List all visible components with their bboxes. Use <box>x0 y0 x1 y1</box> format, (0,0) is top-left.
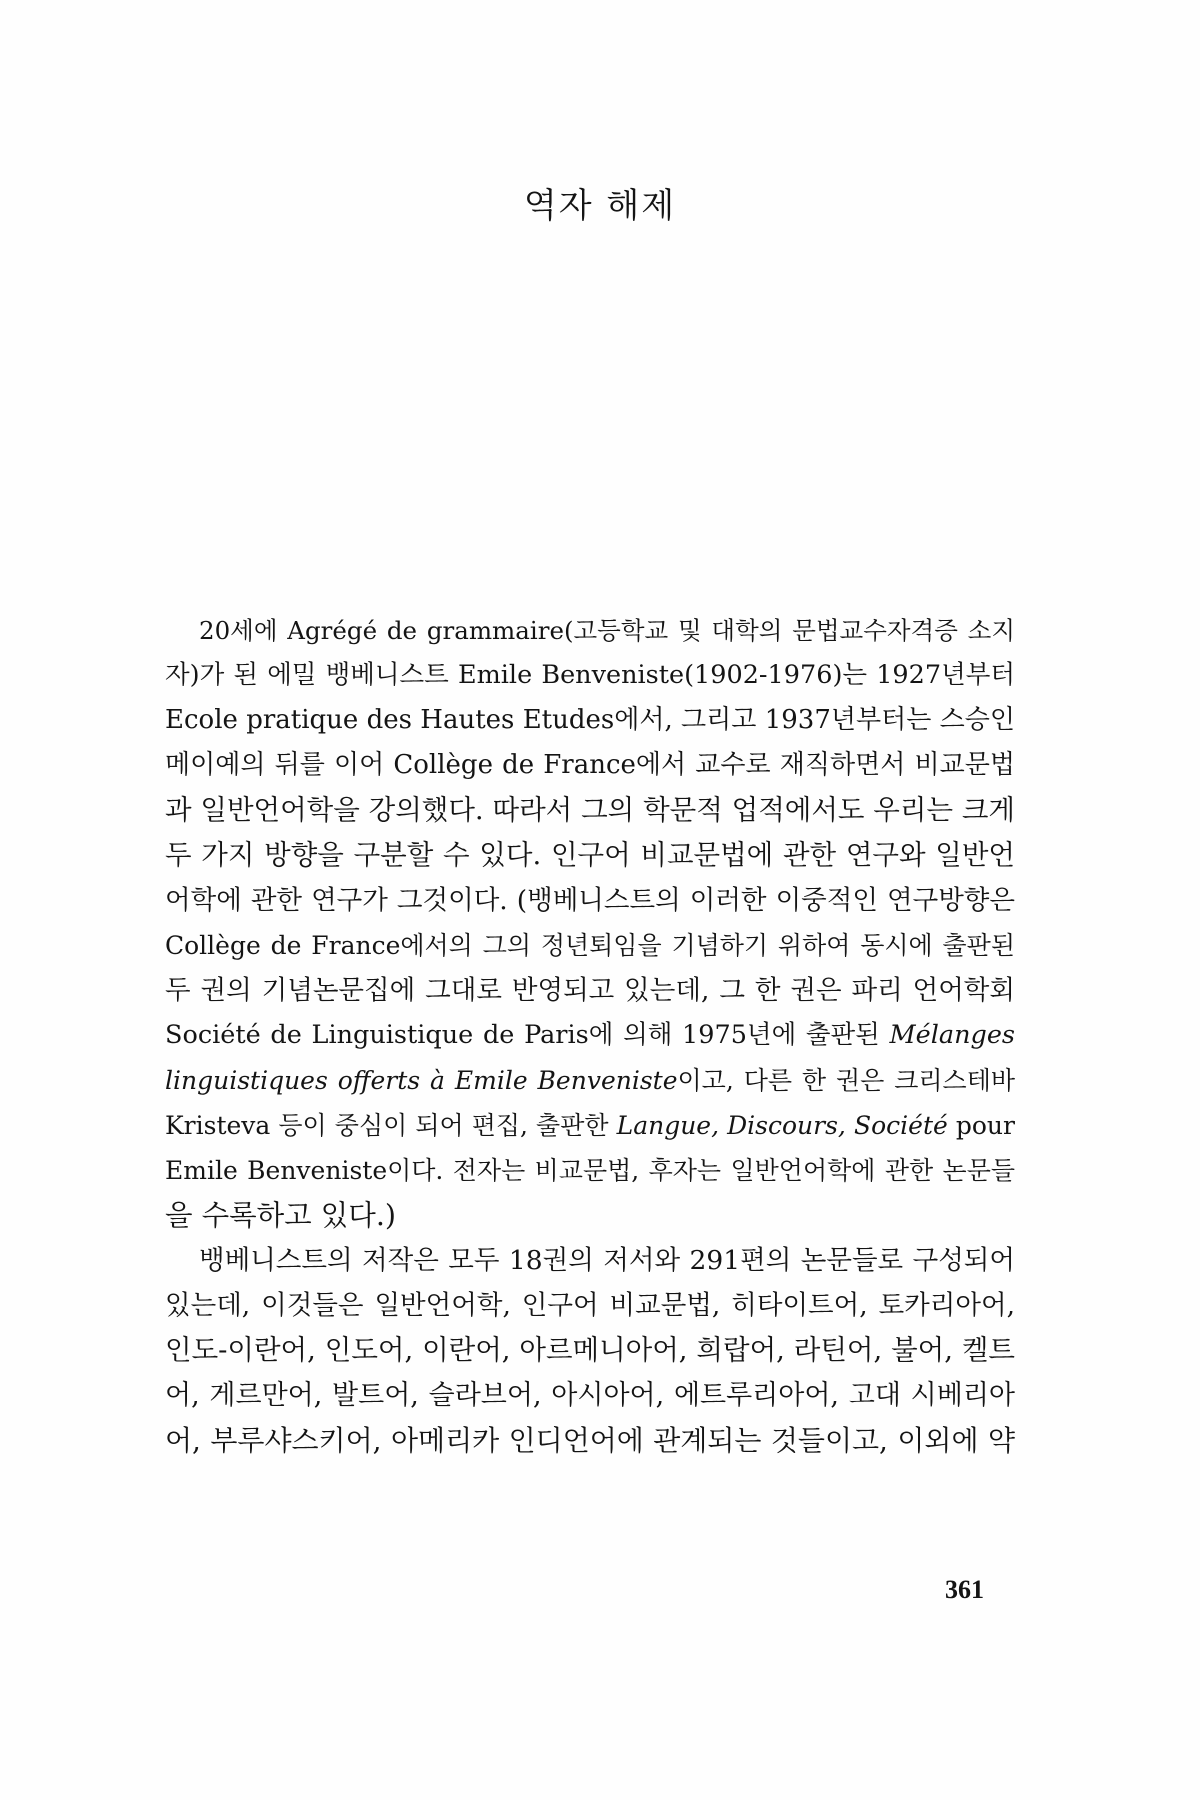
chapter-title: 역자 해제 <box>523 186 677 226</box>
text-line: 자)가 된 에밀 뱅베니스트 Emile Benveniste(1902-1976)는 1927년부터 <box>165 660 1015 690</box>
text-line: Emile Benveniste이다. 전자는 비교문법, 후자는 일반언어학에 관한 논문들 <box>165 1156 1015 1185</box>
page-number: 361 <box>945 1575 984 1604</box>
text-line: 두 권의 기념논문집에 그대로 반영되고 있는데, 그 한 권은 파리 언어학회 <box>165 975 1015 1006</box>
text-line: 어, 부루샤스키어, 아메리카 인디언어에 관계되는 것들이고, 이외에 약 <box>165 1424 1015 1457</box>
text-line: 을 수록하고 있다.) <box>165 1199 397 1232</box>
text-line: linguistiques offerts à Emile Benveniste이고, 다른 한 권은 크리스테바 <box>165 1066 1015 1095</box>
text-line: 두 가지 방향을 구분할 수 있다. 인구어 비교문법에 관한 연구와 일반언 <box>165 839 1015 871</box>
text-line: Kristeva 등이 중심이 되어 편집, 출판한 Langue, Discours, Société pour <box>165 1111 1015 1140</box>
text-line: 어학에 관한 연구가 그것이다. (뱅베니스트의 이러한 이중적인 연구방향은 <box>165 885 1015 916</box>
text-line: 어, 게르만어, 발트어, 슬라브어, 아시아어, 에트루리아어, 고대 시베리아 <box>165 1380 1015 1411</box>
text-line: Collège de France에서의 그의 정년퇴임을 기념하기 위하여 동시에 출판된 <box>165 931 1015 960</box>
text-line: 20세에 Agrégé de grammaire(고등학교 및 대학의 문법교수자격증 소지 <box>199 616 1015 645</box>
body-text <box>165 608 1015 1463</box>
text-line: Société de Linguistique de Paris에 의해 1975년에 출판된 Mélanges <box>165 1020 1015 1050</box>
text-line: 메이예의 뒤를 이어 Collège de France에서 교수로 재직하면서 비교문법 <box>165 750 1015 780</box>
text-line: 과 일반언어학을 강의했다. 따라서 그의 학문적 업적에서도 우리는 크게 <box>165 794 1015 826</box>
text-line: 인도-이란어, 인도어, 이란어, 아르메니아어, 희랍어, 라틴어, 불어, 켈트 <box>165 1334 1015 1366</box>
text-line: 있는데, 이것들은 일반언어학, 인구어 비교문법, 히타이트어, 토카리아어, <box>165 1290 1015 1321</box>
text-line: 뱅베니스트의 저작은 모두 18권의 저서와 291편의 논문들로 구성되어 <box>199 1245 1015 1276</box>
text-line: Ecole pratique des Hautes Etudes에서, 그리고 1937년부터는 스승인 <box>165 705 1015 735</box>
